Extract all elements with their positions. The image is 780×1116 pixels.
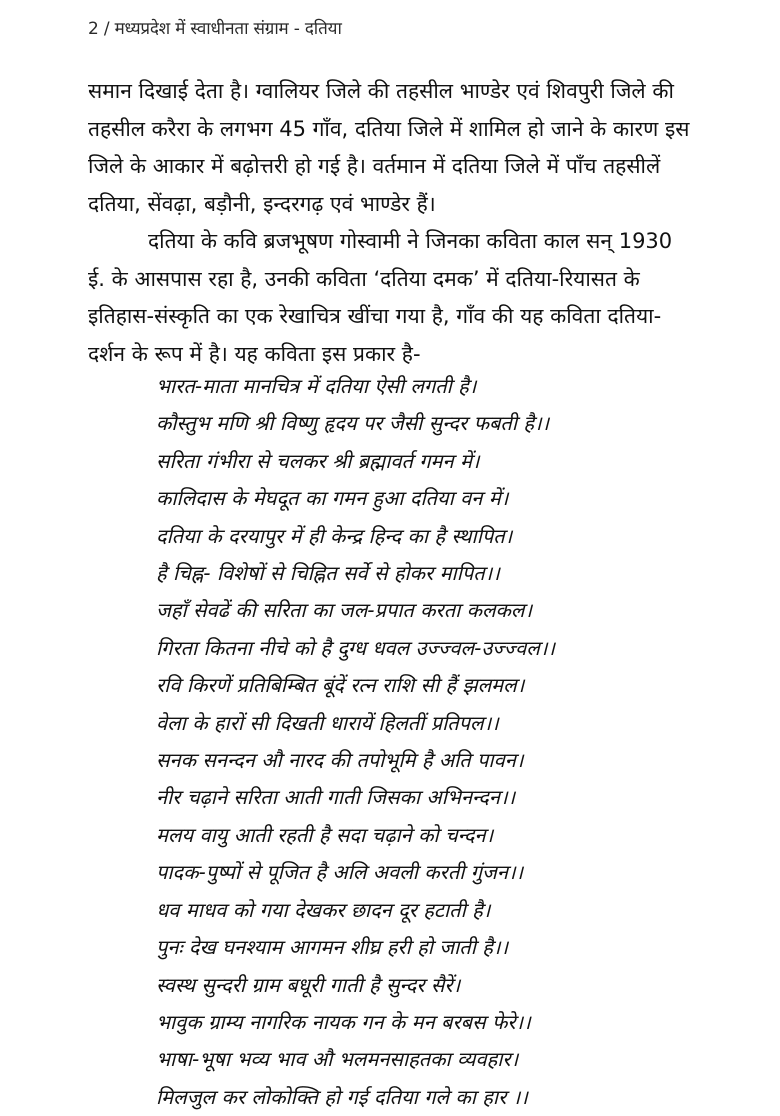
- text-line: दतिया के कवि ब्रजभूषण गोस्वामी ने जिनका कविता काल सन् 1930: [148, 229, 673, 253]
- poem-verse: दतिया के दरयापुर में ही केन्द्र हिन्द का है स्थापित।: [156, 523, 513, 548]
- poem-verse: रवि किरणें प्रतिबिम्बित बूंदें रत्न राशि सी हैं झलमल।: [156, 673, 525, 698]
- text-line: ई. के आसपास रहा है, उनकी कविता ‘दतिया दमक’ में दतिया-रियासत के: [88, 266, 640, 291]
- poem-verse: है चिह्न- विशेषों से चिह्नित सर्वे से होकर मापित।।: [156, 561, 500, 586]
- text-line: समान दिखाई देता है। ग्वालियर जिले की तहसील भाण्डेर एवं शिवपुरी जिले की: [88, 79, 674, 103]
- poem-verse: कौस्तुभ मणि श्री विष्णु हृदय पर जैसी सुन्दर फबती है।।: [156, 411, 550, 436]
- poem-verse: पादक-पुष्पों से पूजित है अलि अवली करती गुंजन।।: [156, 860, 524, 885]
- poem-verse: भाषा-भूषा भव्य भाव औ भलमनसाहतका व्यवहार।: [156, 1047, 519, 1072]
- text-line: दतिया, सेंवढ़ा, बड़ौनी, इन्दरगढ़ एवं भाण्डेर हैं।: [88, 191, 436, 216]
- poem-verse: स्वस्थ सुन्दरी ग्राम बधूरी गाती है सुन्दर सैरें।: [156, 972, 461, 997]
- poem-verse: सरिता गंभीरा से चलकर श्री ब्रह्मावर्त गमन में।: [156, 448, 480, 473]
- poem-verse: भारत-माता मानचित्र में दतिया ऐसी लगती है।: [156, 374, 477, 398]
- poem-block: [156, 368, 555, 1116]
- poem-verse: सनक सनन्दन औ नारद की तपोभूमि है अति पावन।: [156, 748, 524, 773]
- text-line: जिले के आकार में बढ़ोत्तरी हो गई है। वर्तमान में दतिया जिले में पाँच तहसीलें: [88, 154, 661, 178]
- poem-verse: धव माधव को गया देखकर छादन दूर हटाती है।: [156, 897, 491, 922]
- poem-verse: पुनः देख घनश्याम आगमन शीघ्र हरी हो जाती है।।: [156, 935, 509, 960]
- page-number: 2: [88, 19, 99, 39]
- poem-verse: मलय वायु आती रहती है सदा चढ़ाने को चन्दन।: [156, 822, 494, 847]
- running-title: मध्यप्रदेश में स्वाधीनता संग्राम - दतिया: [114, 19, 342, 39]
- poem-verse: मिलजुल कर लोकोक्ति हो गई दतिया गले का हार ।।: [156, 1084, 528, 1109]
- poem-verse: गिरता कितना नीचे को है दुग्ध धवल उज्ज्वल-उज्ज्वल।।: [156, 635, 555, 660]
- paragraph-1: [88, 73, 702, 223]
- poem-verse: भावुक ग्राम्य नागरिक नायक गन के मन बरबस फेरे।।: [156, 1009, 531, 1034]
- running-header: [88, 18, 342, 40]
- body-text: [88, 73, 702, 373]
- paragraph-2: [88, 223, 702, 373]
- text-line: दर्शन के रूप में है। यह कविता इस प्रकार है-: [88, 341, 421, 366]
- text-line: इतिहास-संस्कृति का एक रेखाचित्र खींचा गया है, गाँव की यह कविता दतिया-: [88, 304, 662, 328]
- header-separator: /: [98, 19, 115, 39]
- text-line: तहसील करैरा के लगभग 45 गाँव, दतिया जिले में शामिल हो जाने के कारण इस: [88, 116, 690, 141]
- poem-verse: कालिदास के मेघदूत का गमन हुआ दतिया वन में।: [156, 486, 509, 511]
- poem-verse: जहाँ सेवढें की सरिता का जल-प्रपात करता कलकल।: [156, 598, 533, 623]
- poem-verse: नीर चढ़ाने सरिता आती गाती जिसका अभिनन्दन।।: [156, 785, 516, 810]
- poem-verse: वेला के हारों सी दिखती धारायें हिलतीं प्रतिपल।।: [156, 710, 499, 735]
